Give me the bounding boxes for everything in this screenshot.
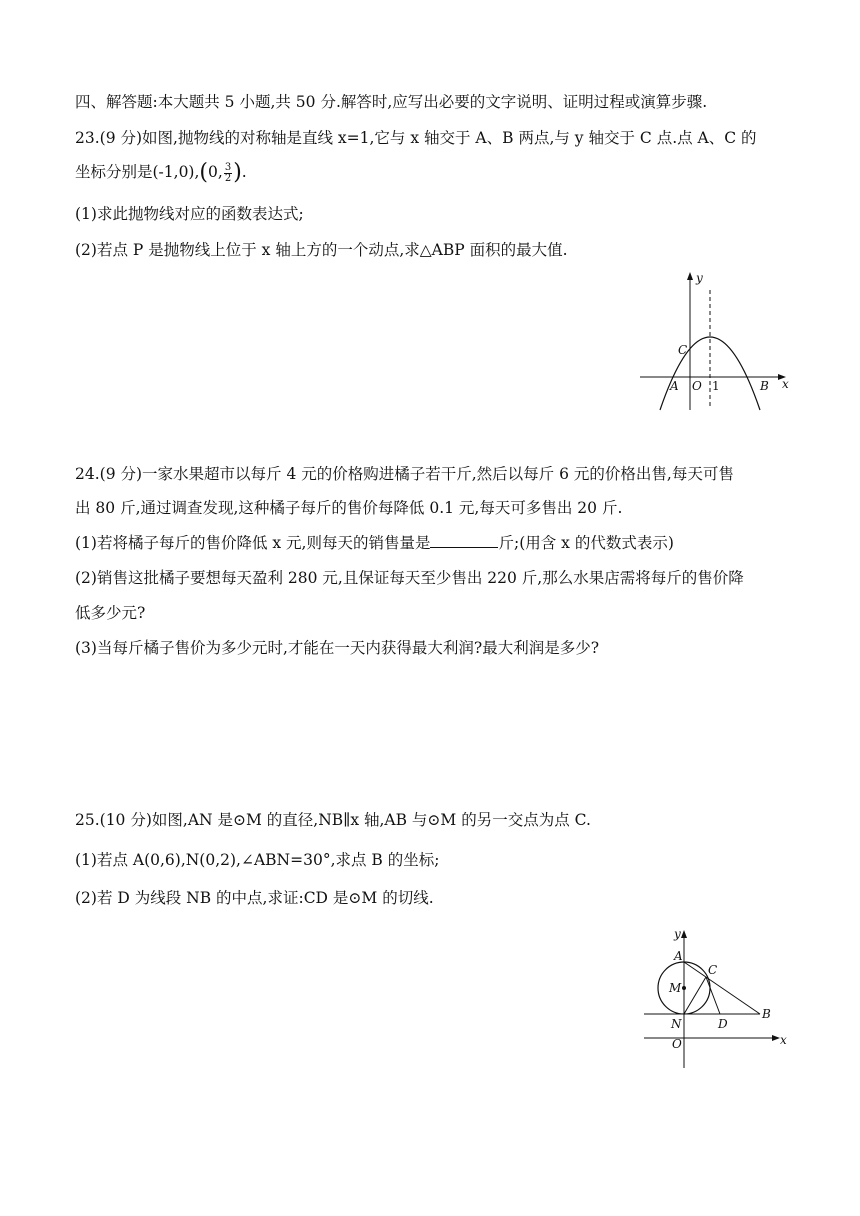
label-c: C	[708, 963, 718, 977]
line-ab	[684, 962, 760, 1014]
q25-part1: (1)若点 A(0,6),N(0,2),∠ABN=30°,求点 B 的坐标;	[75, 851, 440, 869]
q24-part1-prefix: (1)若将橘子每斤的售价降低 x 元,则每天的销售量是	[75, 534, 431, 552]
fraction	[224, 163, 232, 184]
line-nc	[684, 977, 706, 1014]
q24-line2: 出 80 斤,通过调查发现,这种橘子每斤的售价每降低 0.1 元,每天可多售出 20 斤.	[75, 499, 623, 517]
x-axis-arrow	[772, 1035, 780, 1041]
q24-line1: 24.(9 分)一家水果超市以每斤 4 元的价格购进橘子若干斤,然后以每斤 6 元的价格出售,每天可售	[75, 465, 734, 483]
fraction-numerator: 3	[224, 161, 232, 173]
label-c: C	[678, 343, 688, 357]
label-one: 1	[712, 379, 720, 393]
section-header: 四、解答题:本大题共 5 小题,共 50 分.解答时,应写出必要的文字说明、证明过程或演算步骤.	[75, 93, 708, 111]
label-a: A	[674, 949, 683, 963]
q25-part2: (2)若 D 为线段 NB 的中点,求证:CD 是⊙M 的切线.	[75, 889, 434, 907]
label-y: y	[674, 927, 681, 941]
label-y: y	[696, 271, 703, 285]
label-b: B	[760, 379, 769, 393]
q24-part3: (3)当每斤橘子售价为多少元时,才能在一天内获得最大利润?最大利润是多少?	[75, 639, 600, 657]
parabola-figure	[636, 268, 796, 416]
label-o: O	[672, 1037, 682, 1051]
label-b: B	[762, 1007, 771, 1021]
label-d: D	[718, 1017, 728, 1031]
label-x: x	[782, 377, 789, 391]
y-axis-arrow	[687, 272, 693, 280]
q23-frac-pre: 0,	[208, 163, 223, 181]
label-n: N	[671, 1017, 682, 1031]
q24-part2-line2: 低多少元?	[75, 604, 146, 622]
q24-part2-line1: (2)销售这批橘子要想每天盈利 280 元,且保证每天至少售出 220 斤,那么水果店需将每斤的售价降	[75, 569, 744, 587]
q23-part2: (2)若点 P 是抛物线上位于 x 轴上方的一个动点,求△ABP 面积的最大值.	[75, 241, 568, 259]
line-cd	[706, 977, 720, 1014]
circle-figure	[640, 922, 800, 1072]
fraction-denominator: 2	[224, 172, 232, 184]
q23-line2-prefix: 坐标分别是(-1,0),	[75, 163, 200, 181]
label-m: M	[669, 981, 682, 995]
q24-part1-suffix: 斤;(用含 x 的代数式表示)	[498, 534, 674, 552]
label-o: O	[692, 379, 702, 393]
label-a: A	[670, 379, 679, 393]
y-axis-arrow	[681, 930, 687, 938]
q23-part1: (1)求此抛物线对应的函数表达式;	[75, 205, 304, 223]
label-x: x	[780, 1033, 787, 1047]
q23-line2-suffix: .	[241, 163, 247, 181]
q23-line2: 坐标分别是(-1,0),(0, $\frac{3}{2}$ ).	[75, 160, 247, 185]
point-m	[682, 986, 686, 990]
q24-part1	[75, 533, 674, 553]
q23-line1: 23.(9 分)如图,抛物线的对称轴是直线 x=1,它与 x 轴交于 A、B 两点,与 y 轴交于 C 点.点 A、C 的	[75, 129, 757, 147]
answer-blank	[430, 533, 498, 548]
q25-line1: 25.(10 分)如图,AN 是⊙M 的直径,NB∥x 轴,AB 与⊙M 的另一交点为点 C.	[75, 811, 591, 829]
